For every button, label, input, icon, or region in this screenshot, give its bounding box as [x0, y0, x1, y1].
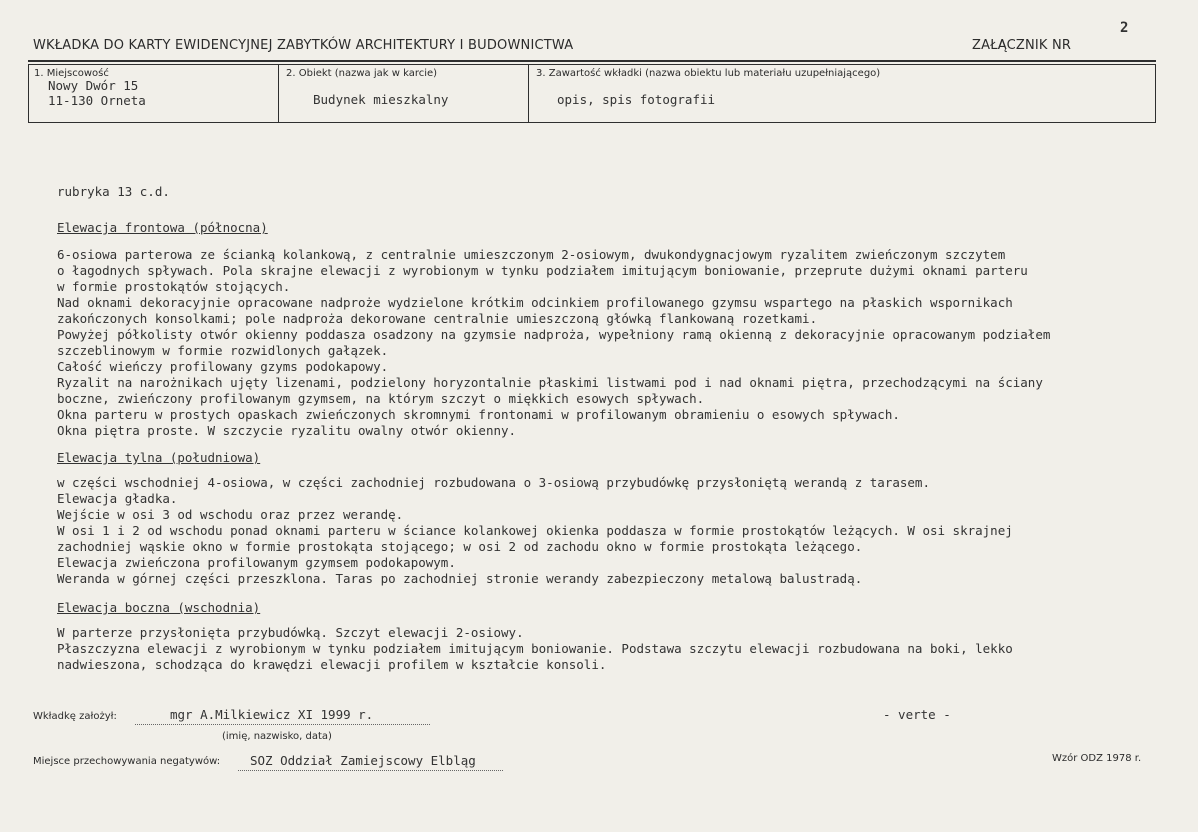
- text-line: Elewacja zwieńczona profilowanym gzymsem podokapowym.: [57, 555, 456, 570]
- text-line: 6-osiowa parterowa ze ścianką kolankową, z centralnie umieszczonym 2-osiowym, dwukondygnacjowym ryzalitem zwieńczonym szczytem: [57, 247, 1006, 262]
- author-value: mgr A.Milkiewicz XI 1999 r.: [170, 707, 374, 722]
- text-line: zakończonych konsolkami; pole nadproża dekorowane centralnie umieszczoną główką flankowaną rozetkami.: [57, 311, 818, 326]
- attachment-label: ZAŁĄCZNIK NR: [972, 38, 1072, 53]
- text-line: nadwieszona, schodząca do krawędzi elewacji profilem w kształcie konsoli.: [57, 657, 607, 672]
- storage-underline: [238, 770, 503, 771]
- header-rule-bottom: [28, 122, 1156, 123]
- text-line: Płaszczyzna elewacji z wyrobionym w tynku podziałem imitującym boniowanie. Podstawa szczytu elewacji rozbudowana na boki, lekko: [57, 641, 1013, 656]
- field-1-line1: Nowy Dwór 15: [48, 78, 139, 93]
- field-box-left: [28, 64, 29, 123]
- text-line: Okna parteru w prostych opaskach zwieńczonych skromnymi frontonami w profilowanym obramieniu o esowych spływach.: [57, 407, 900, 422]
- text-line: zachodniej wąskie okno w formie prostokąta stojącego; w osi 2 od zachodu okno w formie prostokąta leżącego.: [57, 539, 863, 554]
- storage-label: Miejsce przechowywania negatywów:: [33, 756, 221, 767]
- text-line: Powyżej półkolisty otwór okienny poddasza osadzony na gzymsie nadproża, wypełniony ramą okienną z dekoracyjnie opracowanym podziałem: [57, 327, 1051, 342]
- section-continuation: rubryka 13 c.d.: [57, 184, 170, 199]
- header-rule-top: [28, 60, 1156, 62]
- field-2-label: 2. Obiekt (nazwa jak w karcie): [286, 68, 438, 79]
- text-line: o łagodnych spływach. Pola skrajne elewacji z wyrobionym w tynku podziałem imitującym boniowanie, przeprute dużymi oknami parteru: [57, 263, 1028, 278]
- text-line: Wejście w osi 3 od wschodu oraz przez werandę.: [57, 507, 404, 522]
- author-underline: [135, 724, 430, 725]
- header-rule-top-2: [28, 64, 1156, 65]
- template-note: Wzór ODZ 1978 r.: [1052, 753, 1142, 764]
- field-box-right: [1155, 64, 1156, 123]
- text-line: Ryzalit na narożnikach ujęty lizenami, podzielony horyzontalnie płaskimi listwami pod i nad oknami piętra, przechodzącymi na ściany: [57, 375, 1043, 390]
- form-title: WKŁADKA DO KARTY EWIDENCYJNEJ ZABYTKÓW ARCHITEKTURY I BUDOWNICTWA: [33, 38, 574, 53]
- text-line: szczeblinowym w formie rozwidlonych gałązek.: [57, 343, 389, 358]
- verte-note: - verte -: [883, 707, 951, 722]
- author-label: Wkładkę założył:: [33, 711, 117, 722]
- heading-front-elevation: Elewacja frontowa (północna): [57, 220, 268, 235]
- field-divider-2: [528, 64, 529, 123]
- page-number: 2: [1120, 20, 1129, 36]
- heading-side-elevation: Elewacja boczna (wschodnia): [57, 600, 261, 615]
- text-line: W parterze przysłonięta przybudówką. Szczyt elewacji 2-osiowy.: [57, 625, 524, 640]
- field-1-line2: 11-130 Orneta: [48, 93, 146, 108]
- text-line: w formie prostokątów stojących.: [57, 279, 291, 294]
- field-3-value: opis, spis fotografii: [557, 92, 716, 107]
- storage-value: SOZ Oddział Zamiejscowy Elbląg: [250, 753, 476, 768]
- text-line: w części wschodniej 4-osiowa, w części zachodniej rozbudowana o 3-osiową przybudówkę przysłoniętą werandą z tarasem.: [57, 475, 930, 490]
- field-1-label: 1. Miejscowość: [34, 68, 109, 79]
- text-line: Nad oknami dekoracyjnie opracowane nadproże wydzielone krótkim odcinkiem profilowanego gzymsu wspartego na płaskich wspornikach: [57, 295, 1013, 310]
- text-line: Elewacja gładka.: [57, 491, 178, 506]
- text-line: Okna piętra proste. W szczycie ryzalitu owalny otwór okienny.: [57, 423, 517, 438]
- field-divider-1: [278, 64, 279, 123]
- text-line: boczne, zwieńczony profilowanym gzymsem, na którym szczyt o miękkich esowych spływach.: [57, 391, 705, 406]
- field-3-label: 3. Zawartość wkładki (nazwa obiektu lub materiału uzupełniającego): [536, 68, 881, 79]
- text-line: Weranda w górnej części przeszklona. Taras po zachodniej stronie werandy zabezpieczony metalową balustradą.: [57, 571, 863, 586]
- field-2-value: Budynek mieszkalny: [313, 92, 449, 107]
- text-line: W osi 1 i 2 od wschodu ponad oknami parteru w ściance kolankowej okienka poddasza w formie prostokątów leżących. W osi skrajnej: [57, 523, 1013, 538]
- author-hint: (imię, nazwisko, data): [222, 731, 332, 742]
- heading-rear-elevation: Elewacja tylna (południowa): [57, 450, 261, 465]
- text-line: Całość wieńczy profilowany gzyms podokapowy.: [57, 359, 389, 374]
